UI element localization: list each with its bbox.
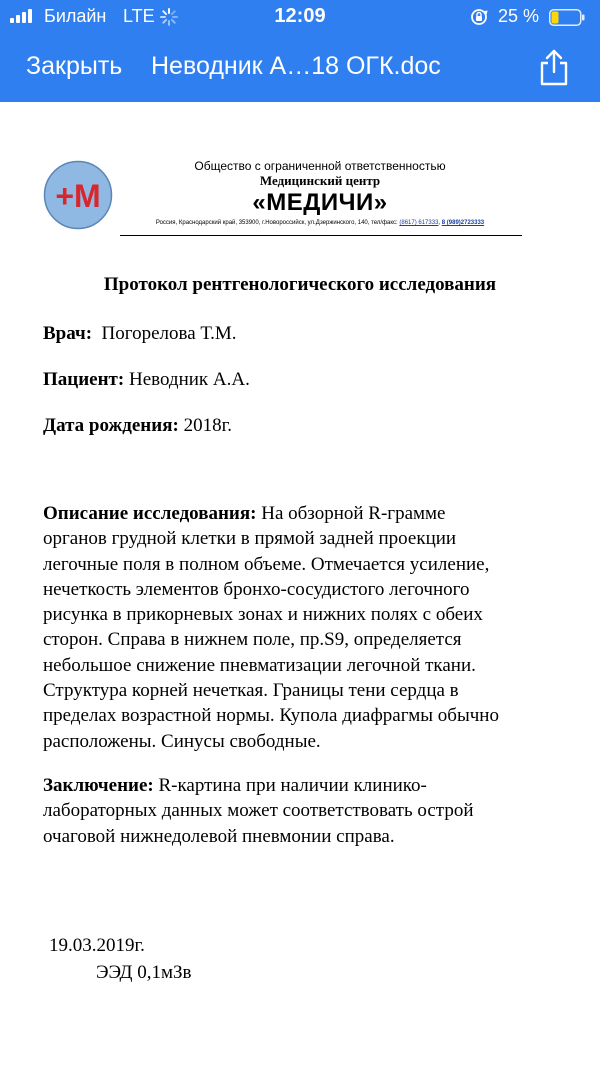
org-phone-2[interactable]: 8 (989)2723333 xyxy=(441,220,485,226)
org-type: Медицинский центр xyxy=(259,173,381,188)
conclusion: Заключение: R-картина при наличии клинико- лабораторных данных может соответствовать острой очаговой нижнедолевой пневмонии справа. xyxy=(43,773,583,849)
description-line: органов грудной клетки в прямой задней проекции xyxy=(43,528,457,550)
document-viewer[interactable] xyxy=(0,102,600,1066)
description-line: пределах возрастной нормы. Купола диафрагмы обычно xyxy=(43,705,499,727)
battery-icon xyxy=(549,9,585,26)
navigation-bar xyxy=(0,40,600,98)
org-phone-1[interactable]: (8617) 617333 xyxy=(399,220,439,226)
status-bar xyxy=(0,0,600,34)
svg-text:+M: +M xyxy=(55,178,101,214)
doctor-value: Погорелова Т.М. xyxy=(101,323,237,344)
patient-value: Неводник А.А. xyxy=(128,369,250,390)
description-line: сторон. Справа в нижнем поле, пр.S9, определяется xyxy=(43,629,462,651)
carrier-name: Билайн xyxy=(44,6,107,26)
description-label: Описание исследования: xyxy=(43,503,257,524)
share-icon[interactable] xyxy=(537,49,571,87)
description-line: расположены. Синусы свободные. xyxy=(43,730,321,752)
radiation-dose: ЭЭД 0,1мЗв xyxy=(96,962,192,983)
organization-header xyxy=(120,159,520,228)
study-description: Описание исследования: На обзорной R-грамме органов грудной клетки в прямой задней проекции легочные поля в полном объеме. Отмечается усиление, нечеткость элементов бронхо-сосудистого легочного рисунка в прикорневых зонах и нижних полях с обеих сторон. Справа в нижнем поле, пр.S9, определяется небольшое снижение пневматизации легочной ткани. Структура корней нечеткая. Границы тени сердца в пределах возрастной нормы. Купола диафрагмы обычно расположены. Синусы свободные. xyxy=(43,501,583,754)
report-date: 19.03.2019г. xyxy=(49,935,145,956)
header-divider xyxy=(120,235,522,236)
patient-label: Пациент: xyxy=(43,369,125,390)
org-name: «МЕДИЧИ» xyxy=(252,189,388,216)
doctor-label: Врач: xyxy=(43,323,93,344)
conclusion-label: Заключение: xyxy=(43,775,154,796)
close-button[interactable]: Закрыть xyxy=(26,52,123,80)
org-legal-form: Общество с ограниченной ответственностью xyxy=(194,159,446,173)
battery-percent: 25 % xyxy=(498,6,540,26)
description-line: небольшое снижение пневматизации легочной ткани. xyxy=(43,654,476,676)
doctor-field xyxy=(43,323,237,345)
dob-value: 2018г. xyxy=(183,415,232,436)
clock: 12:09 xyxy=(274,5,326,27)
dob-label: Дата рождения: xyxy=(43,415,179,436)
description-line: Структура корней нечеткая. Границы тени сердца в xyxy=(43,680,459,702)
rotation-lock-icon xyxy=(470,8,488,26)
network-type: LTE xyxy=(123,6,155,26)
app-header xyxy=(0,0,600,102)
dob-field xyxy=(43,415,232,437)
conclusion-line: очаговой нижнедолевой пневмонии справа. xyxy=(43,825,395,847)
description-line: рисунка в прикорневых зонах и нижних полях с обеих xyxy=(43,604,483,626)
document-title: Неводник А…18 ОГК.doc xyxy=(151,52,441,80)
description-line: нечеткость элементов бронхо-сосудистого легочного xyxy=(43,578,470,600)
patient-field xyxy=(43,369,250,391)
conclusion-line: лабораторных данных может соответствовать острой xyxy=(43,800,474,822)
protocol-title: Протокол рентгенологического исследования xyxy=(103,274,497,295)
org-address: Россия, Краснодарский край, 353900, г.Новороссийск, ул.Дзержинского, 140, тел/факс: (8617) 617333, 8 (989)2723333 xyxy=(155,220,485,226)
clinic-logo xyxy=(43,160,113,230)
description-line: легочные поля в полном объеме. Отмечается усиление, xyxy=(43,553,490,575)
